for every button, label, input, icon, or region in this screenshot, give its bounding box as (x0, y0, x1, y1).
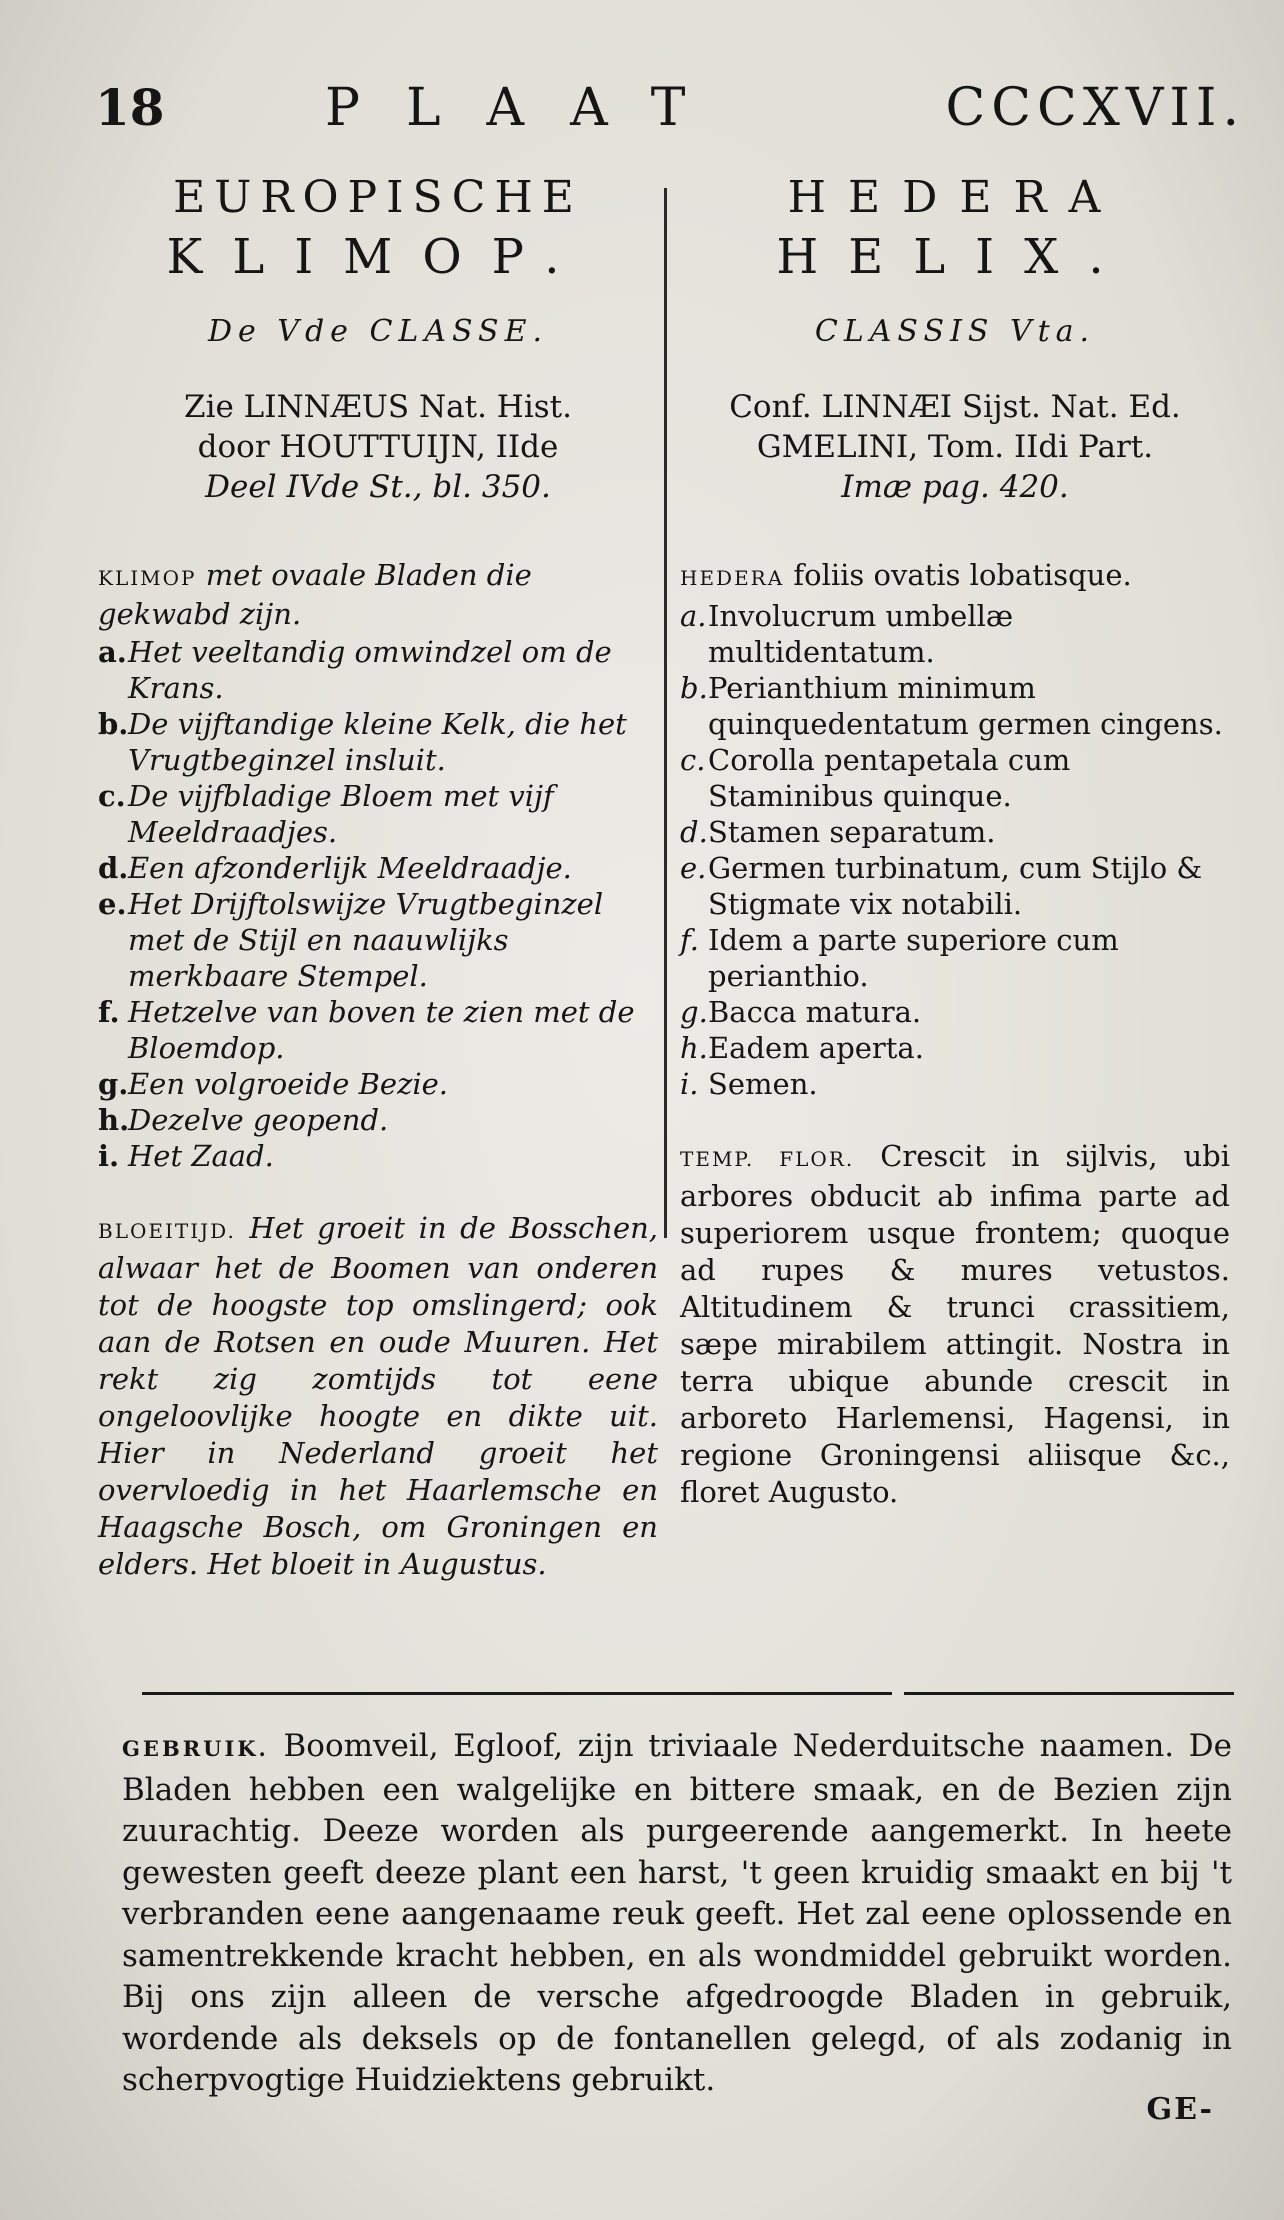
list-item (98, 634, 658, 706)
item-text: De vijftandige kleine Kelk, die het Vrugtbeginzel insluit. (128, 707, 627, 777)
usage-paragraph (122, 1726, 1232, 2102)
dutch-title-line2: KLIMOP. (166, 229, 590, 285)
item-text: Involucrum umbellæ multidentatum. (708, 599, 1014, 669)
item-letter: i. (680, 1067, 699, 1101)
list-item (98, 886, 658, 994)
column-divider (664, 188, 667, 1238)
page-number: 18 (95, 78, 165, 137)
list-item (680, 1030, 1230, 1066)
item-text: Dezelve geopend. (128, 1103, 389, 1137)
latin-descr-lead: HEDERA (680, 566, 785, 590)
item-letter: b. (98, 707, 129, 741)
latin-ref-line3: Imæ pag. 420. (841, 469, 1069, 505)
item-letter: h. (680, 1031, 708, 1065)
section-rule-left (142, 1692, 892, 1695)
dutch-reference (98, 387, 658, 507)
item-text: Bacca matura. (708, 995, 922, 1029)
item-letter: h. (98, 1103, 130, 1137)
item-text: Stamen separatum. (708, 815, 996, 849)
item-letter: e. (680, 851, 707, 885)
item-text: Het veeltandig omwindzel om de Krans. (128, 635, 612, 705)
item-letter: c. (98, 779, 126, 813)
dutch-bloei-text: Het groeit in de Bosschen, alwaar het de Boomen van onderen tot de hoogste top omslingerd; ook aan de Rotsen en oude Muuren. Het rekt zig zomtijds tot eene ongeloovlijke hoogte en dikte uit. Hier in Nederland groeit het overvloedig in het Haarlemsche en Haagsche Bosch, om Groningen en elders. Het bloeit in Augustus. (98, 1211, 659, 1581)
list-item (98, 1138, 658, 1174)
dutch-ref-line3: Deel IVde St., bl. 350. (205, 469, 551, 505)
latin-description (680, 557, 1230, 596)
item-letter: e. (98, 887, 127, 921)
latin-ref-line1: Conf. LINNÆI Sijst. Nat. Ed. (729, 389, 1181, 425)
latin-column (680, 172, 1230, 1511)
item-letter: i. (98, 1139, 120, 1173)
usage-lead: GEBRUIK. (122, 1736, 269, 1761)
item-text: Corolla pentapetala cum Staminibus quinque. (708, 743, 1071, 813)
latin-title-line2: HELIX. (776, 229, 1134, 285)
list-item (680, 850, 1230, 922)
item-letter: g. (680, 995, 708, 1029)
latin-descr-text: foliis ovatis lobatisque. (793, 558, 1132, 592)
item-letter: f. (680, 923, 699, 957)
latin-reference (680, 387, 1230, 507)
item-letter: c. (680, 743, 706, 777)
latin-flowering-paragraph (680, 1138, 1230, 1511)
item-letter: a. (680, 599, 707, 633)
list-item (98, 1102, 658, 1138)
list-item (98, 778, 658, 850)
item-text: Eadem aperta. (708, 1031, 924, 1065)
item-text: Een afzonderlijk Meeldraadje. (128, 851, 572, 885)
list-item (680, 742, 1230, 814)
list-item (680, 814, 1230, 850)
list-item (98, 706, 658, 778)
section-rule-right (904, 1692, 1234, 1695)
item-text: Hetzelve van boven te zien met de Bloemdop. (128, 995, 635, 1065)
item-letter: g. (98, 1067, 129, 1101)
latin-bloei-lead: TEMP. FLOR. (680, 1147, 855, 1171)
dutch-description (98, 557, 658, 632)
list-item (98, 850, 658, 886)
item-letter: a. (98, 635, 127, 669)
list-item (680, 994, 1230, 1030)
dutch-ref-line1: Zie LINNÆUS Nat. Hist. (184, 389, 572, 425)
latin-figure-list (680, 598, 1230, 1102)
usage-text: Boomveil, Egloof, zijn triviaale Nederduitsche naamen. De Bladen hebben een walgelijke en bittere smaak, en de Bezien zijn zuurachtig. Deeze worden als purgeerende aangemerkt. In heete gewesten geeft deeze plant een harst, 't geen kruidig smaakt en bij 't verbranden eene aangenaame reuk geeft. Het zal eene oplossende en samentrekkende kracht hebben, en als wondmiddel gebruikt worden. Bij ons zijn alleen de versche afgedroogde Bladen in gebruik, wordende als deksels op de fontanellen gelegd, of als zodanig in scherpvogtige Huidziektens gebruikt. (122, 1728, 1232, 2098)
catchword: GE- (1146, 2092, 1214, 2127)
dutch-figure-list (98, 634, 658, 1174)
latin-bloei-text: Crescit in sijlvis, ubi arbores obducit ab infima parte ad superiorem usque frontem; quoque ad rupes & mures vetustos. Altitudinem & trunci crassitiem, sæpe mirabilem attingit. Nostra in terra ubique abunde crescit in arboreto Harlemensi, Hagensi, in regione Groningensi aliisque &c., floret Augusto. (680, 1139, 1231, 1509)
list-item (680, 1066, 1230, 1102)
item-letter: b. (680, 671, 708, 705)
item-text: De vijfbladige Bloem met vijf Meeldraadjes. (128, 779, 554, 849)
dutch-column (98, 172, 658, 1583)
item-text: Idem a parte superiore cum perianthio. (708, 923, 1119, 993)
dutch-descr-text: met ovaale Bladen die gekwabd zijn. (98, 558, 532, 631)
list-item (680, 670, 1230, 742)
latin-class: CLASSIS Vta. (814, 314, 1096, 349)
latin-ref-line2: GMELINI, Tom. IIdi Part. (756, 429, 1154, 465)
dutch-descr-lead: KLIMOP (98, 566, 197, 590)
item-text: Perianthium minimum quinquedentatum germen cingens. (708, 671, 1223, 741)
dutch-title-line1: EUROPISCHE (173, 172, 583, 223)
item-letter: d. (98, 851, 129, 885)
plate-label: PLAAT (325, 78, 732, 138)
list-item (680, 922, 1230, 994)
list-item (680, 598, 1230, 670)
item-text: Het Drijftolswijze Vrugtbeginzel met de Stijl en naauwlijks merkbaare Stempel. (128, 887, 604, 993)
latin-title-line1: HEDERA (787, 172, 1123, 223)
list-item (98, 994, 658, 1066)
item-text: Semen. (708, 1067, 818, 1101)
item-letter: d. (680, 815, 708, 849)
plate-number: CCCXVII. (945, 78, 1245, 138)
item-text: Een volgroeide Bezie. (128, 1067, 449, 1101)
dutch-flowering-paragraph (98, 1210, 658, 1583)
dutch-bloei-lead: BLOEITIJD. (98, 1219, 236, 1243)
running-head (95, 78, 1245, 148)
dutch-class: De Vde CLASSE. (207, 314, 549, 349)
item-text: Het Zaad. (128, 1139, 274, 1173)
item-text: Germen turbinatum, cum Stijlo & Stigmate vix notabili. (708, 851, 1203, 921)
dutch-ref-line2: door HOUTTUIJN, IIde (197, 429, 559, 465)
item-letter: f. (98, 995, 120, 1029)
list-item (98, 1066, 658, 1102)
